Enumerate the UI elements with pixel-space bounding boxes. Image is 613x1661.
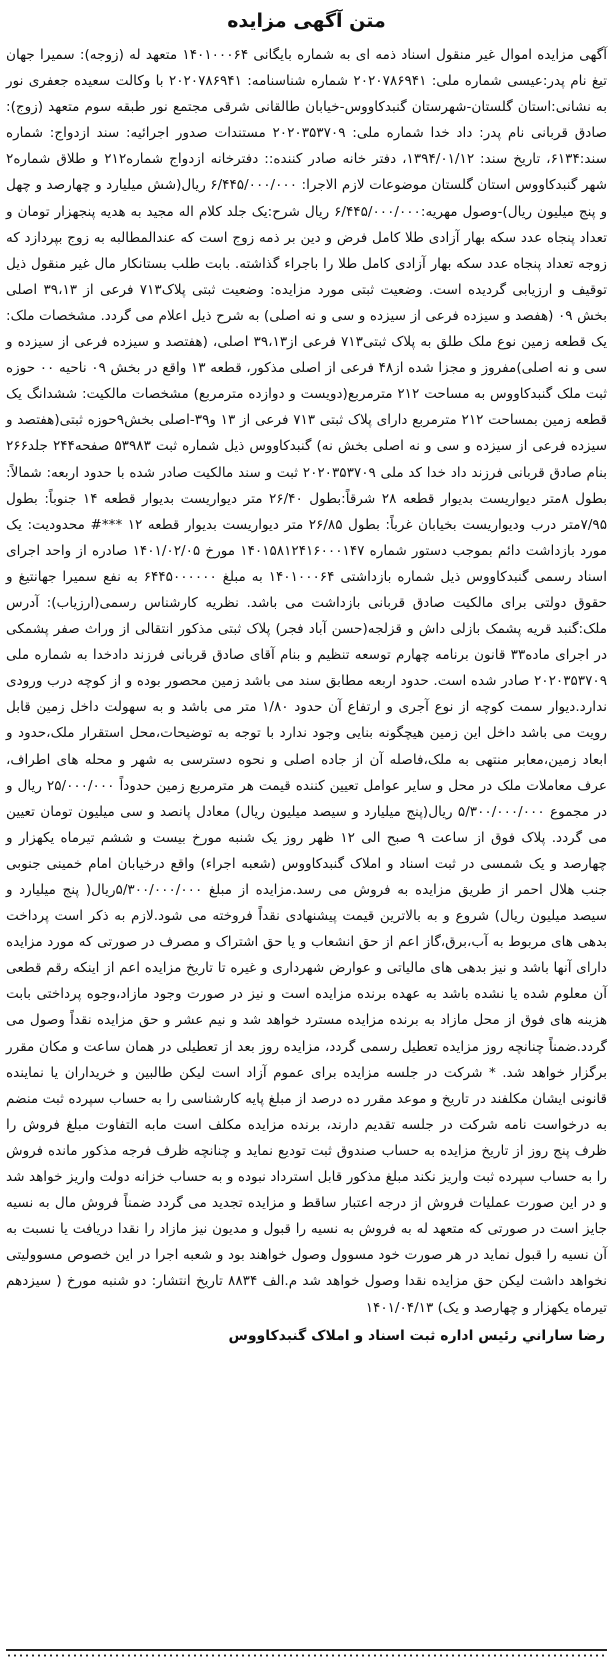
bottom-divider <box>6 1649 607 1651</box>
notice-title: متن آگهی مزایده <box>227 10 386 32</box>
bottom-dotted-border <box>6 1654 607 1657</box>
notice-body: آگهی مزایده اموال غیر منقول اسناد ذمه ای به شماره بایگانی ۱۴۰۱۰۰۰۶۴ متعهد له (زوجه): سمیرا جهان تیغ نام پدر:عیسی شماره ملی: ۲۰۲۰۷۸۶۹۴۱ شماره شناسنامه: ۲۰۲۰۷۸۶۹۴۱ با وکالت سعیده جعفری نور به نشانی:استان گلستان-شهرستان گنبدکاووس-خیابان طالقانی شرقی مجتمع نور طبقه سوم متعهد (زوج): صادق قربانی نام پدر: داد خدا شماره ملی: ۲۰۲۰۳۵۳۷۰۹ مستندات صدور اجرائیه: سند ازدواج: شماره سند:۶۱۳۴، تاریخ سند: ۱۳۹۴/۰۱/۱۲، دفتر خانه صادر کننده:: دفترخانه ازدواج شماره۲۱۲ و طلاق شماره۲ شهر گنبدکاووس استان گلستان موضوعات لازم الاجرا: ۶/۴۴۵/۰۰۰/۰۰۰ ریال(شش میلیارد و چهارصد و چهل و پنج میلیون ریال)-وصول مهریه:۶/۴۴۵/۰۰۰/۰۰۰ ریال شرح:یک جلد کلام اله مجید به هدیه پنجهزار تومان و تعداد پنجاه عدد سکه بهار آزادی طلا کامل فرض و دین بر ذمه زوج است که عندالمطالبه به زوج بپردازد که زوجه تعداد پنجاه عدد سکه بهار آزادی کامل طلا را باجراء گذاشته. بابت طلب بستانکار مال غیر منقول ذیل توقیف و ارزیابی گردیده است. وضعیت ثبتی مورد مزایده: وضعیت ثبتی پلاک۷۱۳ فرعی از ۳۹،۱۳ اصلی بخش ۰۹ (هفصد و سیزده فرعی از سیزده و سی و نه اصلی) به شرح ذیل اعلام می گردد. مشخصات ملک: یک قطعه زمین نوع ملک طلق به پلاک ثبتی۷۱۳ فرعی از۳۹،۱۳ اصلی، (هفتصد و سیزده فرعی از سیزده و سی و نه اصلی)مفروز و مجزا شده از۴۸ فرعی از اصلی مذکور، قطعه ۱۳ واقع در بخش ۰۹ ناحیه ۰۰ حوزه ثبت ملک گنبدکاووس به مساحت ۲۱۲ مترمربع(دویست و دوازده مترمربع) مشخصات مالکیت: ششدانگ یک قطعه زمین بمساحت ۲۱۲ مترمربع دارای پلاک ثبتی ۷۱۳ فرعی از ۱۳ و۳۹-اصلی بخش۹حوزه ثبتی(هفتصد و سیزده فرعی از سیزده و سی و نه اصلی بخش نه) گنبدکاووس ذیل شماره ثبت ۵۳۹۸۳ صفحه۲۴۴ جلد۲۶۶ بنام صادق قربانی فرزند داد خدا کد ملی ۲۰۲۰۳۵۳۷۰۹ ثبت و سند مالکیت صادر شده با حدود اربعه: شمالاً: بطول ۸متر دیواریست بدیوار قطعه ۲۸ شرقاً:بطول ۲۶/۴۰ متر دیواریست بدیوار قطعه ۱۴ جنوباً: بطول ۷/۹۵متر درب ودیواریست بخیابان غرباً: بطول ۲۶/۸۵ متر دیواریست بدیوار قطعه ۱۲ ***# محدودیت: یک مورد بازداشت دائم بموجب دستور شماره ۱۴۰۱۵۸۱۲۴۱۶۰۰۰۱۴۷ مورخ ۱۴۰۱/۰۲/۰۵ صادره از واحد اجرای اسناد رسمی گنبدکاووس ذیل شماره بازداشتی ۱۴۰۱۰۰۰۶۴ به مبلغ ۶۴۴۵۰۰۰۰۰۰ به نفع سمیرا جهانتیغ و حقوق دولتی برای مالکیت صادق قربانی بازداشت می باشد. نظریه کارشناس رسمی(ارزیاب): آدرس ملک:گنبد قریه پشمک بازلی داش و قزلجه(حسن آباد فجر) پلاک ثبتی مذکور انتقالی از وراث صفر پشمکی در اجرای ماده۳۳ قانون برنامه چهارم توسعه تنظیم و بنام آقای صادق قربانی فرزند دادخدا به شماره ملی ۲۰۲۰۳۵۳۷۰۹ صادر شده است. حدود اربعه مطابق سند می باشد زمین محصور بوده و از کوچه درب ورودی ندارد.دیوار سمت کوچه از نوع آجری و ارتفاع آن حدود ۱/۸۰ متر می باشد و به سهولت داخل زمین قابل رویت می باشد داخل این زمین هیچگونه بنایی وجود ندارد با توجه به توضیحات،محل استقرار ملک،حدود و ابعاد زمین،معابر منتهی به ملک،فاصله آن از جاده اصلی و نحوه دسترسی به شهر و محله های اطراف، عرف معاملات ملک در محل و سایر عوامل تعیین کننده قیمت هر مترمربع زمین حدوداً ۲۵/۰۰۰/۰۰۰ ریال و در مجموع ۵/۳۰۰/۰۰۰/۰۰۰ ریال(پنج میلیارد و سیصد میلیون ریال) معادل پانصد و سی میلیون تومان تعیین می گردد. پلاک فوق از ساعت ۹ صبح الی ۱۲ ظهر روز یک شنبه مورخ بیست و ششم تیرماه یکهزار و چهارصد و یک شمسی در ثبت اسناد و املاک گنبدکاووس (شعبه اجراء) واقع درخیابان امام خمینی جنوبی جنب هلال احمر از طریق مزایده به فروش می رسد.مزایده از مبلغ ۵/۳۰۰/۰۰۰/۰۰۰ریال( پنج میلیارد و سیصد میلیون ریال) شروع و به بالاترین قیمت پیشنهادی نقداً فروخته می شود.لازم به ذکر است پرداخت بدهی های مربوط به آب،برق،گاز اعم از حق انشعاب و یا حق اشتراک و مصرف در صورتی که مورد مزایده دارای آنها باشد و نیز بدهی های مالیاتی و عوارض شهرداری و غیره تا تاریخ مزایده اعم از اینکه رقم قطعی آن معلوم شده یا نشده باشد به عهده برنده مزایده است و نیز در صورت وجود مازاد،وجوه پرداختی بابت هزینه های فوق از محل مازاد به برنده مزایده مسترد خواهد شد و نیم عشر و حق مزایده نقداً وصول می گردد.ضمناً چنانچه روز مزایده تعطیل رسمی گردد، مزایده روز بعد از تعطیلی در همان ساعت و مکان مقرر برگزار خواهد شد. * شرکت در جلسه مزایده برای عموم آزاد است لیکن طالبین و خریداران یا نماینده قانونی ایشان مکلفند در تاریخ و موعد مقرر ده درصد از مبلغ پایه کارشناسی را به حساب سپرده ثبت منضم به درخواست نامه شرکت در جلسه تقدیم دارند، برنده مزایده مکلف است مابه التفاوت مبلغ فروش را ظرف پنج روز از تاریخ مزایده به حساب صندوق ثبت تودیع نماید و چنانچه ظرف فرجه مذکور مانده فروش را به حساب سپرده ثبت واریز نکند مبلغ مذکور قابل استرداد نبوده و به حساب خزانه دولت واریز خواهد شد و در این صورت عملیات فروش از درجه اعتبار ساقط و مزایده تجدید می گردد ضمناً فروش مال به نسیه جایز است در صورتی که متعهد له به فروش به نسیه را قبول و مدیون نیز مازاد را نقدا دریافت یا نسبت به آن نسیه را قبول نماید در هر صورت خود مسوول وصول خواهند بود و شعبه اجرا در این خصوص مسوولیتی نخواهد داشت لیکن حق مزایده نقدا وصول خواهد شد م.الف ۸۸۳۴ تاریخ انتشار: دو شنبه مورخ ( سیزدهم تیرماه یکهزار و چهارصد و یک) ۱۴۰۱/۰۴/۱۳ <box>6 47 608 1316</box>
notice-signature: رضا ساراني رئیس اداره ثبت اسناد و املاک گنبدکاووس <box>228 1327 605 1344</box>
